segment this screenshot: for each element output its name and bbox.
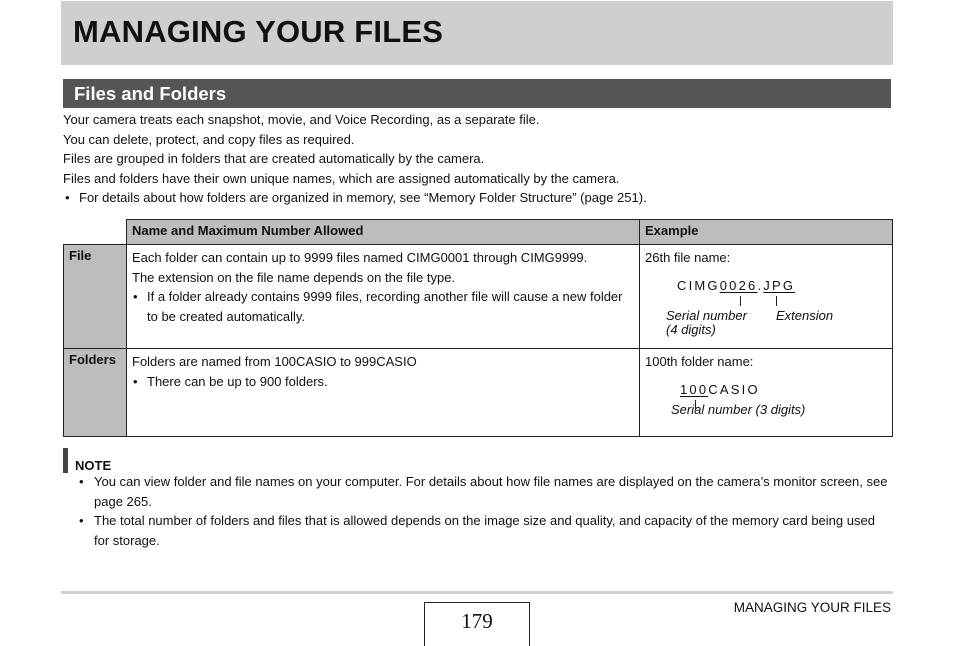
file-name-diagram bbox=[645, 268, 887, 338]
file-example-cell bbox=[640, 245, 893, 349]
file-dot: . bbox=[757, 277, 764, 293]
serial-caption-digits: (4 digits) bbox=[666, 321, 716, 337]
bullet-marker: • bbox=[65, 190, 70, 205]
folder-name-diagram bbox=[645, 372, 887, 430]
intro-line: Your camera treats each snapshot, movie, and Voice Recording, as a separate file. bbox=[63, 112, 540, 127]
column-header-example: Example bbox=[640, 220, 893, 245]
row-label-file: File bbox=[64, 245, 127, 349]
file-description-bullet bbox=[132, 287, 634, 326]
file-description-cell bbox=[127, 245, 640, 349]
section-title: Files and Folders bbox=[74, 83, 227, 104]
bullet-marker: • bbox=[79, 513, 84, 528]
folder-serial-caption: Serial number (3 digits) bbox=[671, 401, 806, 417]
table-header-row bbox=[64, 220, 893, 245]
folders-description-cell bbox=[127, 349, 640, 437]
note-accent-bar bbox=[63, 448, 68, 473]
note-item-text: The total number of folders and files that is allowed depends on the image size and quality, and capacity of the memory card being used for storage. bbox=[94, 513, 875, 548]
folders-example-cell bbox=[640, 349, 893, 437]
file-serial: 0026 bbox=[719, 277, 758, 293]
page-number-box bbox=[424, 602, 530, 646]
column-header-name: Name and Maximum Number Allowed bbox=[127, 220, 640, 245]
folders-description-bullet bbox=[132, 372, 634, 392]
extension-leader-line bbox=[776, 296, 777, 306]
note-label: NOTE bbox=[75, 458, 112, 473]
file-extension: JPG bbox=[763, 277, 796, 293]
bullet-marker: • bbox=[133, 373, 138, 389]
note-item bbox=[79, 511, 891, 550]
note-item bbox=[79, 472, 891, 511]
file-prefix: CIMG bbox=[677, 277, 720, 293]
file-example-label: 26th file name: bbox=[645, 250, 731, 265]
intro-line: Files are grouped in folders that are created automatically by the camera. bbox=[63, 151, 485, 166]
folder-name-code bbox=[680, 380, 760, 400]
table-row-file bbox=[64, 245, 893, 349]
folders-example-label: 100th folder name: bbox=[645, 354, 754, 369]
serial-leader-line bbox=[740, 296, 741, 306]
serial-caption: Serial number bbox=[666, 307, 747, 323]
note-list bbox=[79, 472, 891, 550]
bullet-marker: • bbox=[79, 474, 84, 489]
table-row-folders bbox=[64, 349, 893, 437]
extension-caption: Extension bbox=[776, 307, 834, 323]
chapter-title: MANAGING YOUR FILES bbox=[73, 14, 444, 49]
intro-line: You can delete, protect, and copy files as required. bbox=[63, 131, 355, 147]
folders-bullet-text: There can be up to 900 folders. bbox=[147, 373, 328, 389]
page-number: 179 bbox=[461, 609, 493, 633]
intro-bullet-text: For details about how folders are organized in memory, see “Memory Folder Structure” (page 251). bbox=[79, 190, 647, 205]
file-description-line: Each folder can contain up to 9999 files named CIMG0001 through CIMG9999. bbox=[132, 250, 588, 265]
folder-suffix: CASIO bbox=[708, 381, 760, 397]
section-header-bar bbox=[63, 79, 891, 108]
folder-serial: 100 bbox=[680, 381, 709, 397]
note-item-text: You can view folder and file names on your computer. For details about how file names are displayed on the camera’s monitor screen, see page 265. bbox=[94, 474, 888, 509]
footer-rule bbox=[61, 591, 893, 594]
intro-text bbox=[63, 110, 893, 208]
table-corner-cell bbox=[64, 220, 127, 245]
intro-bullet bbox=[63, 188, 893, 208]
footer-section-label: MANAGING YOUR FILES bbox=[733, 600, 891, 615]
intro-line: Files and folders have their own unique names, which are assigned automatically by the camera. bbox=[63, 170, 620, 186]
folders-description-line: Folders are named from 100CASIO to 999CASIO bbox=[132, 354, 417, 369]
chapter-title-band bbox=[61, 1, 893, 65]
file-description-line: The extension on the file name depends on the file type. bbox=[132, 269, 456, 285]
row-label-folders: Folders bbox=[64, 349, 127, 437]
file-naming-table bbox=[63, 219, 893, 437]
file-name-code bbox=[677, 276, 795, 296]
file-bullet-text: If a folder already contains 9999 files, recording another file will cause a new folder to be created automatically. bbox=[147, 289, 623, 324]
bullet-marker: • bbox=[133, 289, 138, 304]
